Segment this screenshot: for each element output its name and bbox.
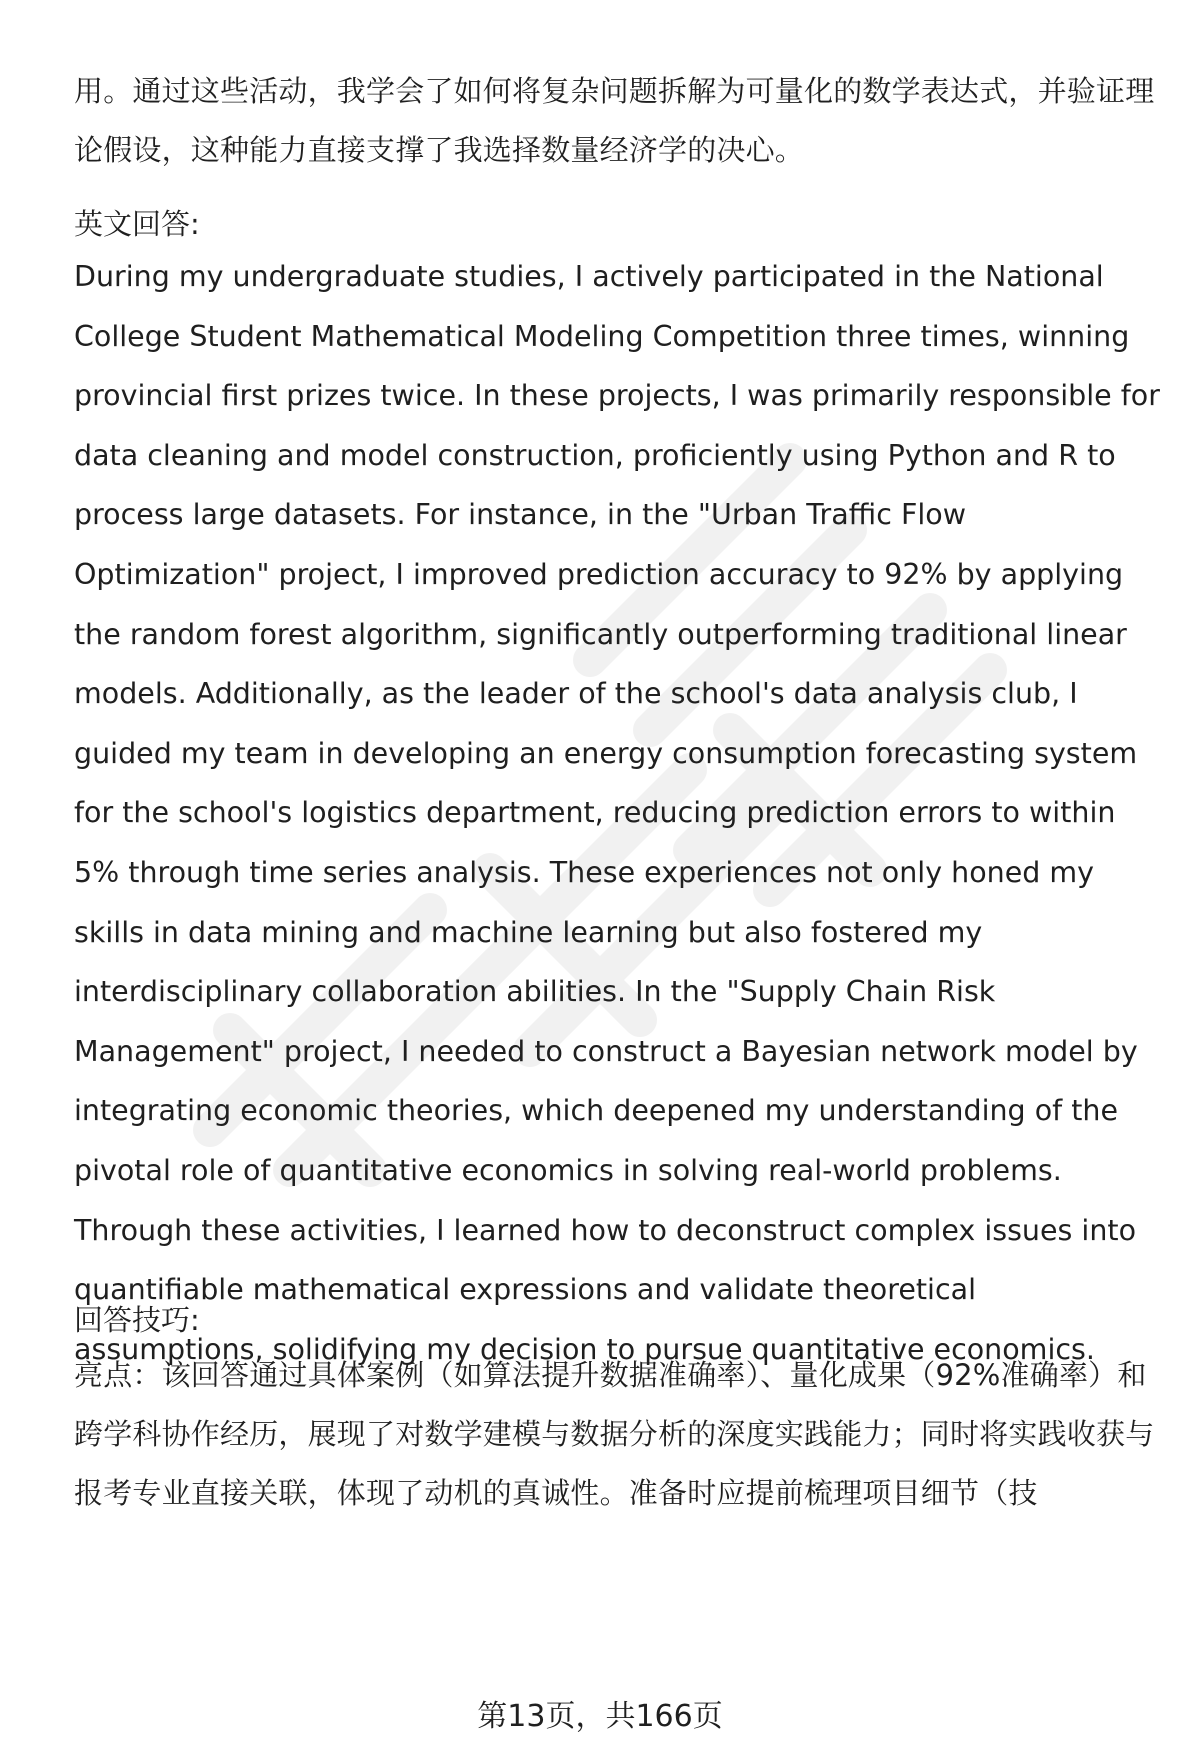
page-number-footer: 第13页，共166页 [477, 1699, 723, 1734]
tips-heading: 回答技巧: [74, 1303, 200, 1337]
intro-paragraph: 用。通过这些活动，我学会了如何将复杂问题拆解为可量化的数学表达式，并验证理论假设，这种能力直接支撑了我选择数量经济学的决心。 [74, 74, 1155, 167]
english-answer-paragraph: During my undergraduate studies, I actively participated in the National College Student Mathematical Modeling Competition three times, winning provincial first prizes twice. In these projects, I was primarily responsible for data cleaning and model construction, proficiently using Python and R to process large datasets. For instance, in the "Urban Traffic Flow Optimization" project, I improved prediction accuracy to 92% by applying the random forest algorithm, significantly outperforming traditional linear models. Additionally, as the leader of the school's data analysis club, I guided my team in developing an energy consumption forecasting system for the school's logistics department, reducing prediction errors to within 5% through time series analysis. These experiences not only honed my skills in data mining and machine learning but also fostered my interdisciplinary collaboration abilities. In the "Supply Chain Risk Management" project, I needed to construct a Bayesian network model by integrating economic theories, which deepened my understanding of the pivotal role of quantitative economics in solving real-world problems. Through these activities, I learned how to deconstruct complex issues into quantifiable mathematical expressions and validate theoretical assumptions, solidifying my decision to pursue quantitative economics. [74, 260, 1160, 1366]
tips-paragraph: 亮点：该回答通过具体案例（如算法提升数据准确率）、量化成果（92%准确率）和跨学科协作经历，展现了对数学建模与数据分析的深度实践能力；同时将实践收获与报考专业直接关联，体现了动机的真诚性。准备时应提前梳理项目细节（技 [74, 1358, 1155, 1510]
english-answer-heading: 英文回答: [74, 207, 200, 241]
